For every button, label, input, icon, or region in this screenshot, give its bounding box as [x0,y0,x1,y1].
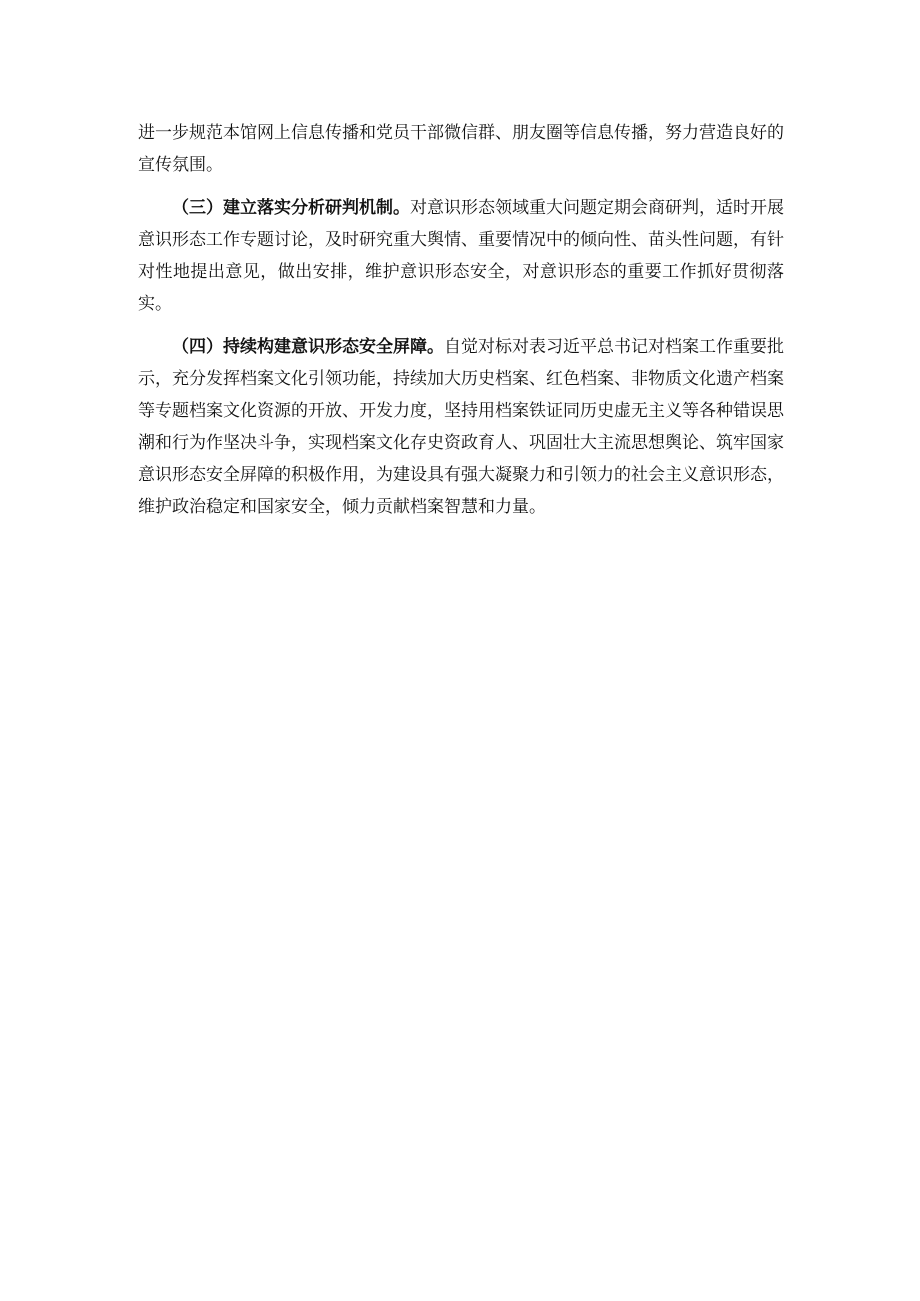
paragraph-section-3 [138,192,784,320]
document-body [138,117,784,534]
paragraph-text: 进一步规范本馆网上信息传播和党员干部微信群、朋友圈等信息传播，努力营造良好的宣传氛围。 [138,123,784,175]
section-heading: （三）建立落实分析研判机制。 [172,198,410,218]
paragraph-continuation [138,117,784,181]
paragraph-text: 自觉对标对表习近平总书记对档案工作重要批示，充分发挥档案文化引领功能，持续加大历史档案、红色档案、非物质文化遗产档案等专题档案文化资源的开放、开发力度，坚持用档案铁证同历史虚无主义等各种错误思潮和行为作坚决斗争，实现档案文化存史资政育人、巩固壮大主流思想舆论、筑牢国家意识形态安全屏障的积极作用，为建设具有强大凝聚力和引领力的社会主义意识形态，维护政治稳定和国家安全，倾力贡献档案智慧和力量。 [138,337,784,517]
section-heading: （四）持续构建意识形态安全屏障。 [172,337,444,357]
paragraph-text: 对意识形态领域重大问题定期会商研判，适时开展意识形态工作专题讨论，及时研究重大舆情、重要情况中的倾向性、苗头性问题，有针对性地提出意见，做出安排，维护意识形态安全，对意识形态的重要工作抓好贯彻落实。 [138,198,784,314]
paragraph-section-4 [138,331,784,523]
